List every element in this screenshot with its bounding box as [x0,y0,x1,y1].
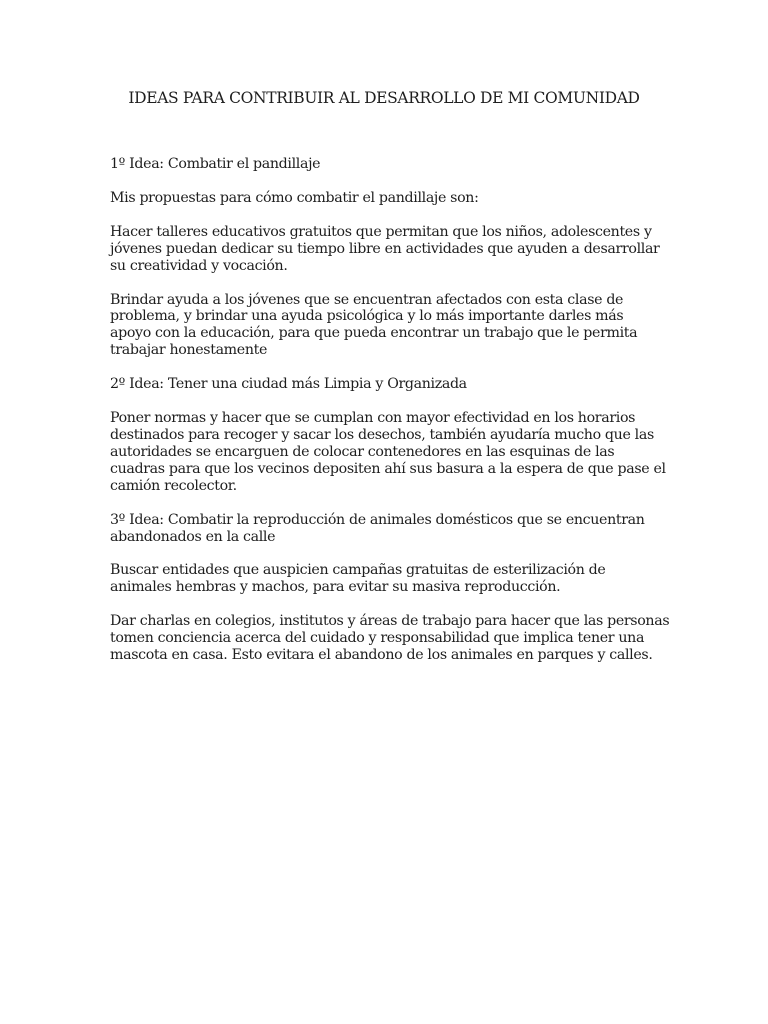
text-line: Brindar ayuda a los jóvenes que se encuentran afectados con esta clase de [110,291,624,308]
text-line: autoridades se encarguen de colocar contenedores en las esquinas de las [110,443,615,460]
paragraph-gap [110,359,670,376]
text-line: cuadras para que los vecinos depositen ahí sus basura a la espera de que pase el [110,460,666,477]
paragraph [110,410,670,495]
paragraph-gap [110,393,670,410]
text-line: destinados para recoger y sacar los desechos, también ayudaría mucho que las [110,426,654,443]
text-line: apoyo con la educación, para que pueda encontrar un trabajo que le permita [110,325,638,342]
text-line: 2º Idea: Tener una ciudad más Limpia y Organizada [110,376,467,393]
text-line: problema, y brindar una ayuda psicológica y lo más importante darles más [110,308,624,325]
paragraph [110,376,670,393]
paragraph-gap [110,545,670,562]
paragraph-gap [110,173,670,190]
paragraph-gap [110,207,670,224]
paragraph [110,512,670,546]
text-line: abandonados en la calle [110,528,276,545]
text-line: Buscar entidades que auspicien campañas gratuitas de esterilización de [110,562,606,579]
paragraph [110,562,670,596]
paragraph [110,613,670,664]
paragraph [110,224,670,275]
paragraph-gap [110,596,670,613]
text-line: Hacer talleres educativos gratuitos que permitan que los niños, adolescentes y [110,223,652,240]
text-line: trabajar honestamente [110,342,268,359]
text-line: camión recolector. [110,477,237,494]
text-line: 1º Idea: Combatir el pandillaje [110,156,321,172]
document-title: IDEAS PARA CONTRIBUIR AL DESARROLLO DE MI COMUNIDAD [128,89,640,107]
text-line: mascota en casa. Esto evitara el abandono de los animales en parques y calles. [110,647,653,664]
text-line: Dar charlas en colegios, institutos y áreas de trabajo para hacer que las personas [110,613,670,630]
paragraph-gap [110,275,670,292]
text-line: tomen conciencia acerca del cuidado y responsabilidad que implica tener una [110,630,645,647]
paragraph [110,156,670,173]
text-line: su creatividad y vocación. [110,257,288,274]
text-line: jóvenes puedan dedicar su tiempo libre en actividades que ayuden a desarrollar [110,240,660,257]
document-body [110,156,670,664]
paragraph [110,190,670,207]
paragraph [110,292,670,360]
text-line: Poner normas y hacer que se cumplan con mayor efectividad en los horarios [110,410,636,427]
paragraph-gap [110,495,670,512]
text-line: Mis propuestas para cómo combatir el pandillaje son: [110,189,479,206]
text-line: 3º Idea: Combatir la reproducción de animales domésticos que se encuentran [110,511,645,528]
text-line: animales hembras y machos, para evitar su masiva reproducción. [110,579,561,596]
